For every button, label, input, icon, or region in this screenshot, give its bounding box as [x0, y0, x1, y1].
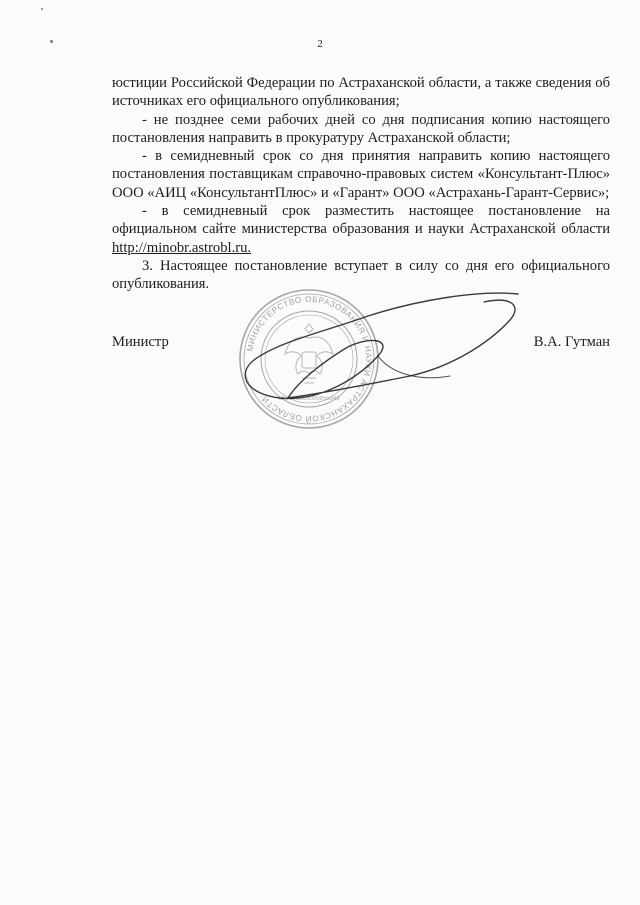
paragraph-5: 3. Настоящее постановление вступает в силу со дня его официального опубликования.: [112, 257, 610, 293]
paragraph-1: юстиции Российской Федерации по Астраханской области, а также сведения об источниках его официального опубликования;: [112, 75, 610, 110]
paragraph-2: - не позднее семи рабочих дней со дня подписания копию настоящего постановления направить в прокуратуру Астраханской области;: [112, 111, 610, 146]
paragraph-3: - в семидневный срок со дня принятия направить копию настоящего постановления поставщикам справочно-правовых систем «Консультант-Плюс» ООО «АИЦ «КонсультантПлюс» и «Гарант» ООО «Астрахань-Гарант-Сервис»;: [112, 148, 610, 201]
paragraph-4: [112, 202, 610, 257]
handwritten-signature: [228, 282, 528, 422]
seal-outer-text: МИНИСТЕРСТВО ОБРАЗОВАНИЯ И НАУКИ АСТРАХАНСКОЙ ОБЛАСТИ: [245, 294, 374, 424]
signatory-name: В.А. Гутман: [533, 334, 610, 350]
signatory-position: Министр: [112, 334, 169, 350]
ministry-website-link[interactable]: http://minobr.astrobl.ru.: [112, 239, 252, 256]
scan-speck: [41, 8, 43, 10]
page-number: 2: [317, 38, 323, 50]
seal-inner-text: ОГРН 1023000855543: [278, 396, 340, 402]
paragraph-4-text: - в семидневный срок разместить настоящее постановление на официальном сайте министерства образования и науки Астраханской области: [112, 203, 610, 238]
document-body: [112, 74, 610, 294]
